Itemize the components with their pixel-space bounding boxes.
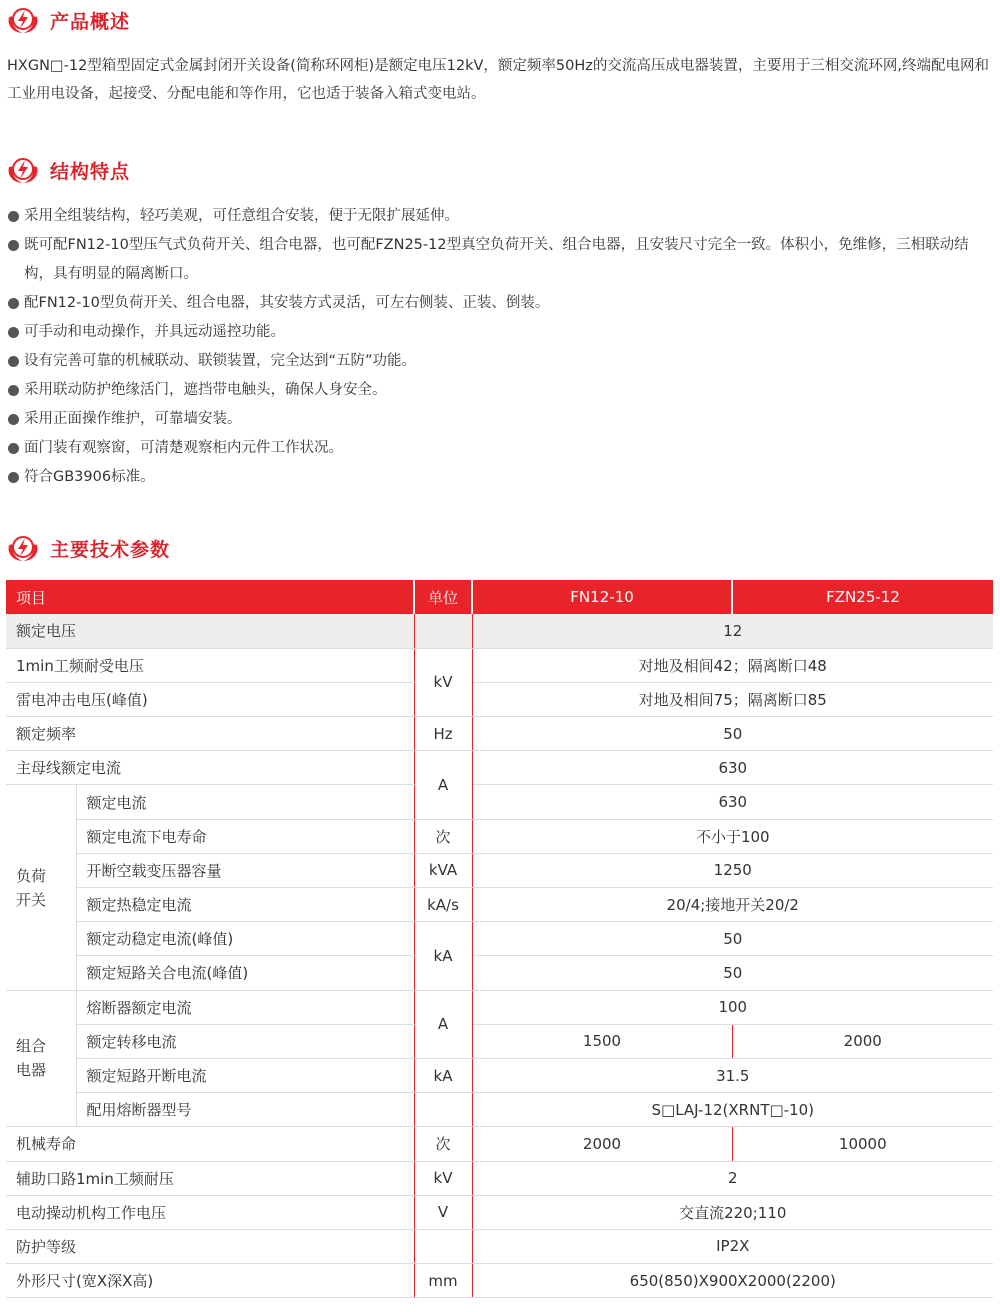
row-unit: kA bbox=[414, 1058, 472, 1092]
list-item: 采用联动防护绝缘活门，遮挡带电触头，确保人身安全。 bbox=[7, 376, 992, 405]
bullet-icon bbox=[8, 472, 19, 483]
row-unit: kA/s bbox=[414, 888, 472, 922]
bullet-icon bbox=[8, 298, 19, 309]
header-fn12: FN12-10 bbox=[472, 580, 732, 614]
list-item: 符合GB3906标准。 bbox=[7, 463, 992, 492]
table-row bbox=[6, 1161, 993, 1195]
row-value: 630 bbox=[472, 785, 993, 819]
list-item: 采用全组装结构，轻巧美观，可任意组合安装，便于无限扩展延伸。 bbox=[7, 202, 992, 231]
row-value: 20/4;接地开关20/2 bbox=[472, 888, 993, 922]
row-label: 机械寿命 bbox=[6, 1127, 414, 1161]
row-label: 防护等级 bbox=[6, 1229, 414, 1263]
table-row bbox=[6, 888, 993, 922]
list-item: 设有完善可靠的机械联动、联锁装置，完全达到“五防”功能。 bbox=[7, 347, 992, 376]
row-label: 配用熔断器型号 bbox=[76, 1093, 414, 1127]
table-row bbox=[6, 1229, 993, 1263]
table-row bbox=[6, 853, 993, 887]
row-value-fzn25: 2000 bbox=[732, 1024, 993, 1058]
row-value: 1250 bbox=[472, 853, 993, 887]
row-label: 熔断器额定电流 bbox=[76, 990, 414, 1024]
row-unit: mm bbox=[414, 1264, 472, 1298]
row-unit: 次 bbox=[414, 1127, 472, 1161]
row-value-fzn25: 10000 bbox=[732, 1127, 993, 1161]
table-row bbox=[6, 682, 993, 716]
row-value: 2 bbox=[472, 1161, 993, 1195]
table-row bbox=[6, 1093, 993, 1127]
row-label: 电动操动机构工作电压 bbox=[6, 1195, 414, 1229]
table-row bbox=[6, 614, 993, 648]
lightning-leaf-icon bbox=[6, 155, 40, 185]
header-unit: 单位 bbox=[414, 580, 472, 614]
row-value: S□LAJ-12(XRNT□-10) bbox=[472, 1093, 993, 1127]
row-label: 额定电压 bbox=[6, 614, 414, 648]
row-unit: A bbox=[414, 751, 472, 819]
bullet-icon bbox=[8, 414, 19, 425]
table-header-row bbox=[6, 580, 993, 614]
row-value: 50 bbox=[472, 956, 993, 990]
list-item: 面门装有观察窗，可清楚观察柜内元件工作状况。 bbox=[7, 434, 992, 463]
row-label: 1min工频耐受电压 bbox=[6, 648, 414, 682]
table-row bbox=[6, 1024, 993, 1058]
bullet-icon bbox=[8, 443, 19, 454]
list-item: 既可配FN12-10型压气式负荷开关、组合电器，也可配FZN25-12型真空负荷开关、组合电器，且安装尺寸完全一致。体积小，免维修，三相联动结构，具有明显的隔离断口。 bbox=[7, 231, 992, 289]
parameters-table bbox=[6, 580, 993, 1298]
row-label: 额定短路关合电流(峰值) bbox=[76, 956, 414, 990]
row-value: 不小于100 bbox=[472, 819, 993, 853]
row-unit: kV bbox=[414, 1161, 472, 1195]
table-row bbox=[6, 956, 993, 990]
bullet-icon bbox=[8, 240, 19, 251]
row-label: 雷电冲击电压(峰值) bbox=[6, 682, 414, 716]
row-value: 50 bbox=[472, 922, 993, 956]
row-value: 31.5 bbox=[472, 1058, 993, 1092]
section-header-overview bbox=[6, 5, 130, 35]
lightning-leaf-icon bbox=[6, 533, 40, 563]
header-fzn25: FZN25-12 bbox=[732, 580, 993, 614]
row-label: 额定电流 bbox=[76, 785, 414, 819]
row-unit: 次 bbox=[414, 819, 472, 853]
row-unit: A bbox=[414, 990, 472, 1058]
bullet-icon bbox=[8, 327, 19, 338]
row-unit: V bbox=[414, 1195, 472, 1229]
row-label: 额定热稳定电流 bbox=[76, 888, 414, 922]
bullet-icon bbox=[8, 385, 19, 396]
table-row bbox=[6, 922, 993, 956]
bullet-icon bbox=[8, 356, 19, 367]
overview-paragraph: HXGN□-12型箱型固定式金属封闭开关设备(简称环网柜)是额定电压12kV，额定频率50Hz的交流高压成电器装置，主要用于三相交流环网,终端配电网和工业用电设备，起接受、分配电能和等作用，它也适于装备入箱式变电站。 bbox=[7, 58, 989, 102]
feature-list bbox=[7, 202, 992, 492]
table-row bbox=[6, 1195, 993, 1229]
table-row bbox=[6, 648, 993, 682]
list-item: 可手动和电动操作，并具远动遥控功能。 bbox=[7, 318, 992, 347]
row-unit: kVA bbox=[414, 853, 472, 887]
table-row bbox=[6, 717, 993, 751]
row-value: 50 bbox=[472, 717, 993, 751]
row-label: 主母线额定电流 bbox=[6, 751, 414, 785]
section-title: 结构特点 bbox=[50, 160, 131, 183]
row-label: 额定频率 bbox=[6, 717, 414, 751]
row-value: 对地及相间42；隔离断口48 bbox=[472, 648, 993, 682]
row-unit: kV bbox=[414, 648, 472, 716]
bullet-icon bbox=[8, 211, 19, 222]
table-row bbox=[6, 819, 993, 853]
row-label: 额定短路开断电流 bbox=[76, 1058, 414, 1092]
row-value: 650(850)X900X2000(2200) bbox=[472, 1264, 993, 1298]
group-combo-apparatus: 组合 电器 bbox=[6, 990, 76, 1127]
row-label: 额定电流下电寿命 bbox=[76, 819, 414, 853]
list-item: 采用正面操作维护，可靠墙安装。 bbox=[7, 405, 992, 434]
section-header-structure bbox=[6, 155, 130, 185]
row-label: 额定动稳定电流(峰值) bbox=[76, 922, 414, 956]
row-value: 对地及相间75；隔离断口85 bbox=[472, 682, 993, 716]
row-label: 辅助口路1min工频耐压 bbox=[6, 1161, 414, 1195]
row-unit: Hz bbox=[414, 717, 472, 751]
row-unit bbox=[414, 614, 472, 648]
table-row bbox=[6, 751, 993, 785]
row-value: 12 bbox=[472, 614, 993, 648]
row-value: 100 bbox=[472, 990, 993, 1024]
row-value: 交直流220;110 bbox=[472, 1195, 993, 1229]
section-title: 产品概述 bbox=[50, 10, 131, 33]
section-title: 主要技术参数 bbox=[50, 538, 171, 561]
row-value: IP2X bbox=[472, 1229, 993, 1263]
table-row bbox=[6, 990, 993, 1024]
table-row bbox=[6, 1127, 993, 1161]
row-label: 外形尺寸(宽X深X高) bbox=[6, 1264, 414, 1298]
row-value-fn12: 2000 bbox=[472, 1127, 732, 1161]
row-value-fn12: 1500 bbox=[472, 1024, 732, 1058]
section-header-params bbox=[6, 533, 170, 563]
row-value: 630 bbox=[472, 751, 993, 785]
table-row bbox=[6, 785, 993, 819]
group-load-switch: 负荷 开关 bbox=[6, 785, 76, 990]
header-item: 项目 bbox=[6, 580, 414, 614]
row-unit: kA bbox=[414, 922, 472, 990]
table-row bbox=[6, 1058, 993, 1092]
row-label: 额定转移电流 bbox=[76, 1024, 414, 1058]
list-item: 配FN12-10型负荷开关、组合电器，其安装方式灵活，可左右侧装、正装、倒装。 bbox=[7, 289, 992, 318]
row-label: 开断空载变压器容量 bbox=[76, 853, 414, 887]
lightning-leaf-icon bbox=[6, 5, 40, 35]
row-unit bbox=[414, 1229, 472, 1263]
row-unit bbox=[414, 1093, 472, 1127]
table-row bbox=[6, 1264, 993, 1298]
